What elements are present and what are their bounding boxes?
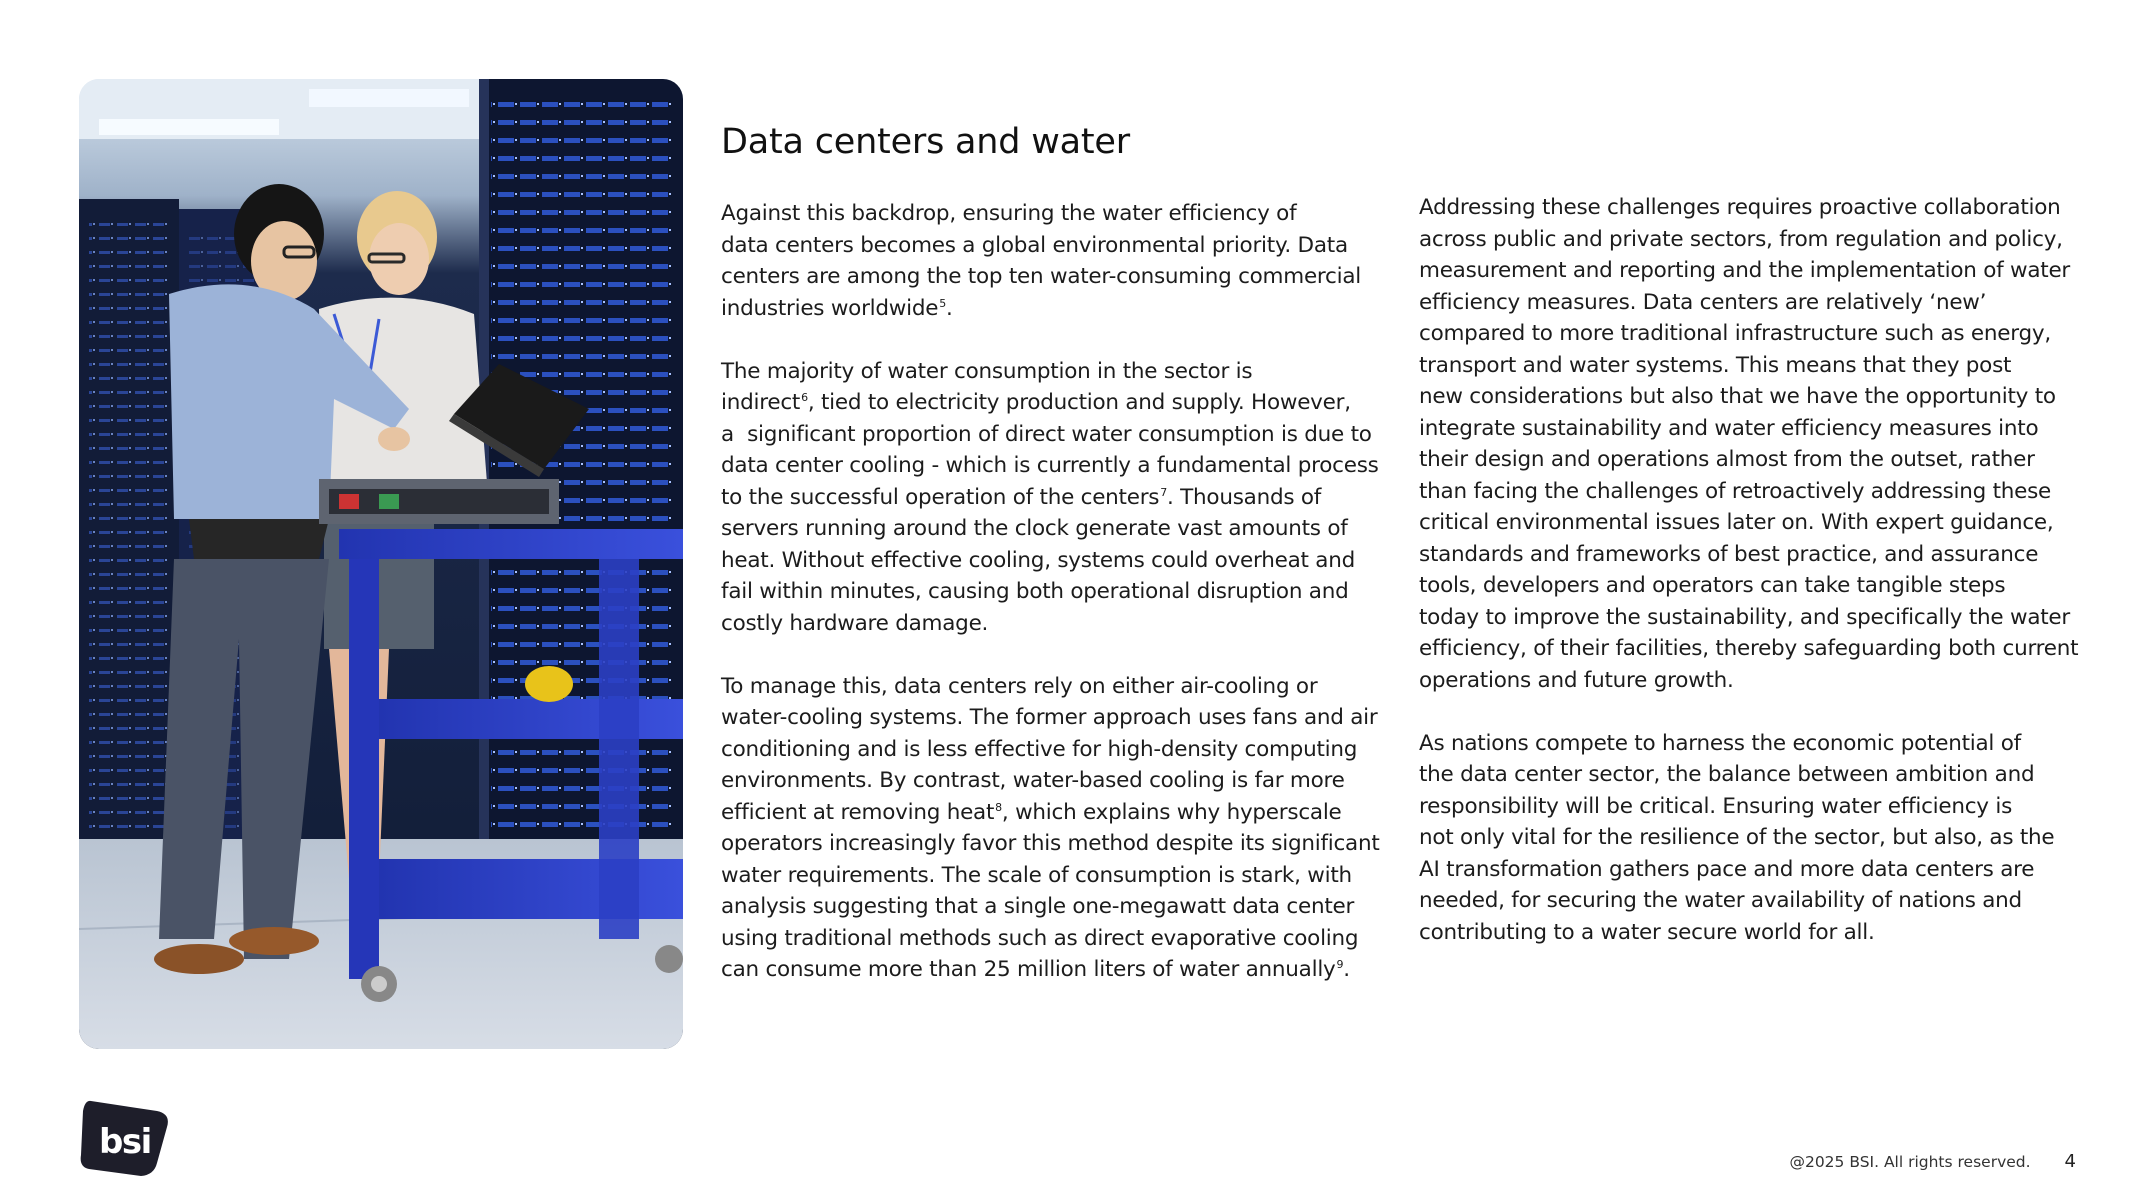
- text-line: costly hardware damage.: [721, 610, 989, 636]
- footnote-ref: 9: [1336, 958, 1344, 971]
- text-line: industries worldwide$^5$.: [721, 295, 953, 321]
- text-line: Against this backdrop, ensuring the water efficiency of: [721, 201, 1297, 226]
- footnote-ref: 6: [801, 391, 808, 404]
- text-line: using traditional methods such as direct evaporative cooling: [721, 925, 1359, 951]
- text-line: data centers becomes a global environmental priority. Data: [721, 232, 1348, 258]
- text-line: operations and future growth.: [1419, 667, 1734, 693]
- footnote-ref: 5: [939, 296, 946, 310]
- text-line: new considerations but also that we have the opportunity to: [1419, 384, 2056, 409]
- page-footer: [1789, 1151, 2076, 1172]
- text-line: indirect$^6$, tied to electricity production and supply. However,: [721, 390, 1351, 415]
- text-line: transport and water systems. This means that they post: [1419, 352, 2012, 378]
- text-line: the data center sector, the balance between ambition and: [1419, 762, 2035, 787]
- text-line: The majority of water consumption in the sector is: [721, 358, 1253, 384]
- text-line: a significant proportion of direct water consumption is due to: [721, 421, 1372, 447]
- paragraph: [721, 198, 1381, 324]
- paragraph: [1419, 192, 2079, 696]
- text-line: today to improve the sustainability, and specifically the water: [1419, 604, 2070, 630]
- text-line: water-cooling systems. The former approach uses fans and air: [721, 705, 1378, 730]
- text-line: efficiency, of their facilities, thereby safeguarding both current: [1419, 636, 2079, 661]
- page-title: Data centers and water: [721, 122, 1130, 162]
- text-line: conditioning and is less effective for high-density computing: [721, 736, 1358, 762]
- text-line: than facing the challenges of retroactively addressing these: [1419, 478, 2052, 504]
- text-line: AI transformation gathers pace and more data centers are: [1419, 856, 2035, 882]
- text-line: their design and operations almost from the outset, rather: [1419, 447, 2035, 472]
- text-line: data center cooling - which is currently a fundamental process: [721, 453, 1379, 478]
- text-line: operators increasingly favor this method despite its significant: [721, 831, 1380, 856]
- text-line: servers running around the clock generate vast amounts of: [721, 516, 1348, 541]
- text-line: standards and frameworks of best practice, and assurance: [1419, 541, 2039, 567]
- text-line: To manage this, data centers rely on either air-cooling or: [721, 673, 1318, 699]
- page-number: 4: [2064, 1151, 2076, 1172]
- text-line: responsibility will be critical. Ensuring water efficiency is: [1419, 793, 2013, 819]
- hero-photo: [79, 79, 683, 1049]
- text-line: Addressing these challenges requires proactive collaboration: [1419, 195, 2061, 220]
- copyright-text: @2025 BSI. All rights reserved.: [1789, 1153, 2031, 1171]
- text-line: not only vital for the resilience of the sector, but also, as the: [1419, 825, 2055, 850]
- paragraph: [1419, 728, 2079, 949]
- text-line: to the successful operation of the centers$^7$. Thousands of: [721, 484, 1322, 510]
- text-line: critical environmental issues later on. With expert guidance,: [1419, 510, 2054, 535]
- bsi-logo-text: bsi: [99, 1122, 151, 1162]
- text-line: analysis suggesting that a single one-megawatt data center: [721, 894, 1355, 919]
- text-line: tools, developers and operators can take tangible steps: [1419, 573, 2006, 598]
- text-line: contributing to a water secure world for all.: [1419, 919, 1875, 945]
- text-line: water requirements. The scale of consumption is stark, with: [721, 862, 1352, 888]
- text-line: efficient at removing heat$^8$, which explains why hyperscale: [721, 799, 1342, 825]
- text-line: environments. By contrast, water-based cooling is far more: [721, 768, 1345, 793]
- footnote-ref: 7: [1160, 485, 1167, 499]
- paragraph: [721, 671, 1381, 986]
- right-text-column: [1419, 192, 2079, 980]
- footnote-ref: 8: [995, 800, 1002, 814]
- text-line: can consume more than 25 million liters of water annually$^9$.: [721, 957, 1350, 982]
- text-line: needed, for securing the water availability of nations and: [1419, 888, 2022, 913]
- text-line: measurement and reporting and the implementation of water: [1419, 258, 2071, 283]
- text-line: heat. Without effective cooling, systems could overheat and: [721, 547, 1355, 573]
- text-line: centers are among the top ten water-consuming commercial: [721, 264, 1361, 289]
- text-line: integrate sustainability and water efficiency measures into: [1419, 415, 2039, 441]
- left-text-column: [721, 198, 1381, 1017]
- data-center-engineers-image: [79, 79, 683, 1049]
- paragraph: [721, 356, 1381, 640]
- bsi-logo: [77, 1097, 173, 1179]
- text-line: compared to more traditional infrastructure such as energy,: [1419, 321, 2051, 346]
- text-line: As nations compete to harness the economic potential of: [1419, 730, 2021, 756]
- text-line: fail within minutes, causing both operational disruption and: [721, 579, 1349, 604]
- text-line: across public and private sectors, from regulation and policy,: [1419, 226, 2063, 252]
- text-line: efficiency measures. Data centers are relatively ‘new’: [1419, 289, 1987, 315]
